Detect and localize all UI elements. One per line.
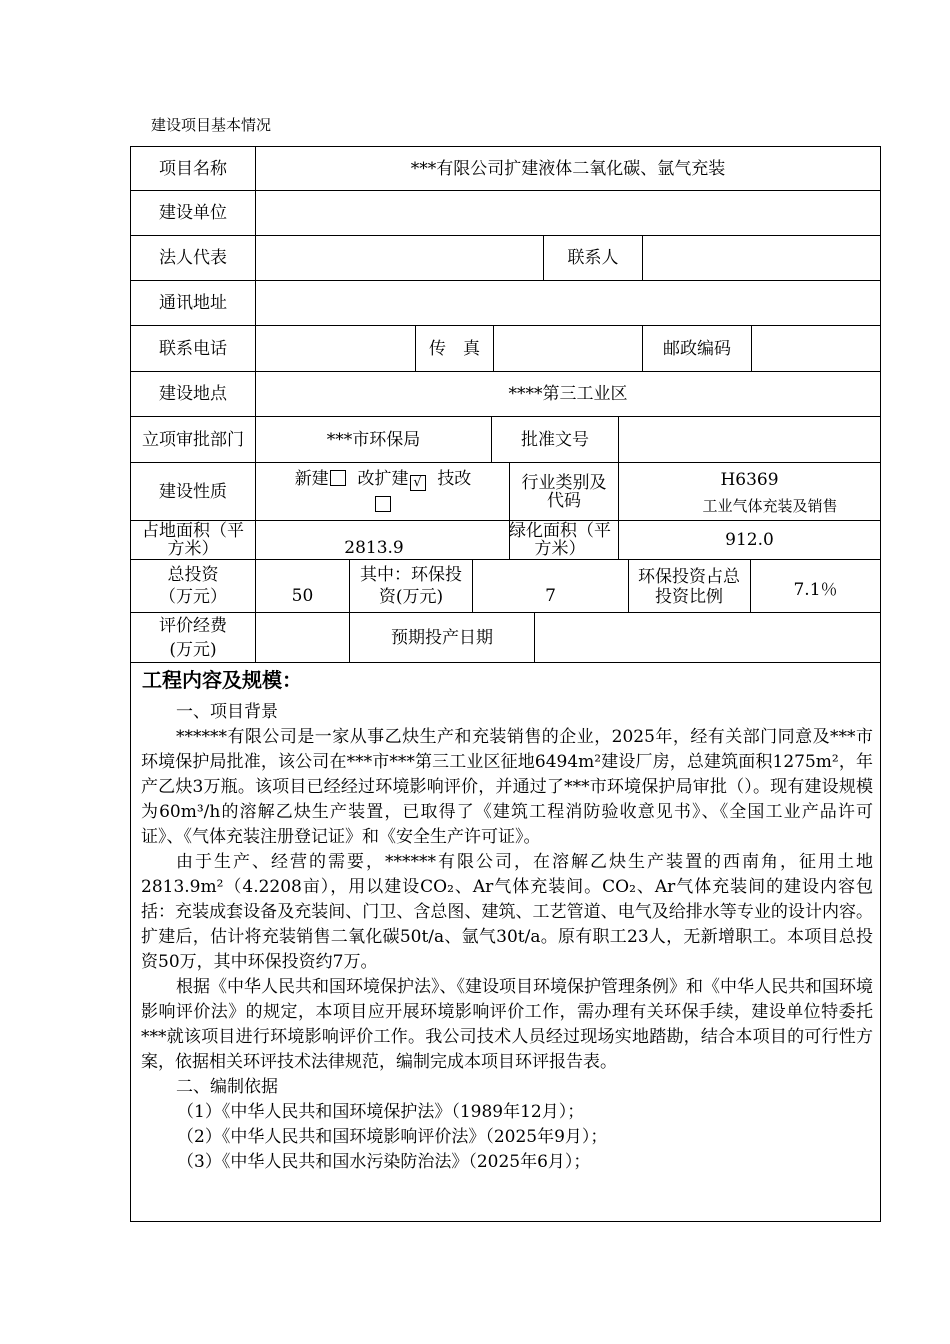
legal-rep-label: 法人代表 xyxy=(159,248,227,268)
location-label: 建设地点 xyxy=(159,384,227,404)
reference-item: （2）《中华人民共和国环境影响评价法》（2025年9月）； xyxy=(177,1127,608,1147)
eval-fee-label: 评价经费(万元) xyxy=(159,615,227,660)
col-divider xyxy=(493,325,494,371)
approval-dept-label: 立项审批部门 xyxy=(142,429,244,450)
phone-label: 联系电话 xyxy=(159,338,227,359)
industry-code: H6369 xyxy=(720,470,779,490)
paragraph-background: ******有限公司是一家从事乙炔生产和充装销售的企业，2025年，经有关部门同意及***市环境保护局批准，该公司在***市***第三工业区征地6494m²建设厂房，总建筑面积1275m²，年产乙炔3万瓶。该项目已经经过环境影响评价，并通过了***市环境保护局审批（）。现有建设规模为60m³/h的溶解乙炔生产装置，已取得了《建筑工程消防验收意见书》、《全国工业产品许可证》、《气体充装注册登记证》和《安全生产许可证》。 xyxy=(141,727,873,847)
project-name-value: ***有限公司扩建液体二氧化碳、氩气充装 xyxy=(410,158,726,179)
nature-expand-label: 改扩建 xyxy=(357,469,409,489)
page-caption: 建设项目基本情况 xyxy=(151,116,272,134)
fax-label: 传 真 xyxy=(429,338,480,359)
production-date-label: 预期投产日期 xyxy=(391,627,493,648)
nature-expand-checkbox[interactable]: √ xyxy=(410,475,426,491)
col-divider xyxy=(628,559,629,612)
col-divider xyxy=(534,612,535,662)
section-heading: 工程内容及规模： xyxy=(142,668,302,692)
contact-label: 联系人 xyxy=(567,248,619,268)
env-ratio-label: 环保投资占总投资比例 xyxy=(638,567,740,607)
builder-label: 建设单位 xyxy=(159,203,227,223)
row-divider xyxy=(130,662,881,663)
env-ratio-value: 7.1％ xyxy=(793,580,838,600)
green-area-label: 绿化面积（平方米） xyxy=(509,520,611,559)
subheading-basis: 二、编制依据 xyxy=(176,1077,278,1097)
env-invest-value: 7 xyxy=(545,586,556,606)
paragraph-basis: 根据《中华人民共和国环境保护法》、《建设项目环境保护管理条例》和《中华人民共和国环境影响评价法》的规定，本项目应开展环境影响评价工作，需办理有关环保手续，建设单位特委托***就该项目进行环境影响评价工作。我公司技术人员经过现场实地踏勘，结合本项目的可行性方案，依据相关环评技术法律规范，编制完成本项目环评报告表。 xyxy=(141,977,873,1072)
env-invest-label: 其中：环保投资(万元) xyxy=(360,565,462,607)
nature-new-label: 新建 xyxy=(294,469,329,489)
reference-item: （3）《中华人民共和国水污染防治法》（2025年6月）； xyxy=(177,1152,591,1172)
section-body xyxy=(141,700,873,1175)
col-divider xyxy=(751,325,752,371)
postcode-label: 邮政编码 xyxy=(663,338,731,359)
col-divider xyxy=(618,416,619,462)
subheading-background: 一、项目背景 xyxy=(176,702,278,722)
row-divider xyxy=(130,559,881,560)
col-divider xyxy=(642,235,643,280)
industry-name: 工业气体充装及销售 xyxy=(702,497,838,515)
address-label: 通讯地址 xyxy=(159,293,227,313)
nature-options xyxy=(262,465,504,519)
nature-label: 建设性质 xyxy=(159,481,227,502)
paragraph-expansion: 由于生产、经营的需要，******有限公司，在溶解乙炔生产装置的西南角，征用土地2813.9m²（4.2208亩），用以建设CO₂、Ar气体充装间。CO₂、Ar气体充装间的建设内容包括：充装成套设备及充装间、门卫、含总图、建筑、工艺管道、电气及给排水等专业的设计内容。扩建后，估计将充装销售二氧化碳50t/a、氩气30t/a。原有职工23人，无新增职工。本项目总投资50万，其中环保投资约7万。 xyxy=(141,852,873,972)
land-area-value: 2813.9 xyxy=(344,538,404,558)
industry-label: 行业类别及代码 xyxy=(521,472,607,511)
nature-tech-label: 技改 xyxy=(437,469,472,489)
land-area-label: 占地面积（平方米） xyxy=(142,520,244,559)
nature-new-checkbox[interactable] xyxy=(330,470,346,486)
total-invest-label: 总投资（万元） xyxy=(159,565,227,607)
approval-dept-value: ***市环保局 xyxy=(326,429,421,450)
reference-item: （1）《中华人民共和国环境保护法》（1989年12月）； xyxy=(177,1102,585,1122)
project-name-label: 项目名称 xyxy=(159,158,227,179)
nature-tech-checkbox[interactable] xyxy=(375,496,391,512)
location-value: ****第三工业区 xyxy=(508,384,628,404)
green-area-value: 912.0 xyxy=(725,530,774,550)
total-invest-value: 50 xyxy=(291,586,314,606)
approval-doc-label: 批准文号 xyxy=(521,429,589,450)
